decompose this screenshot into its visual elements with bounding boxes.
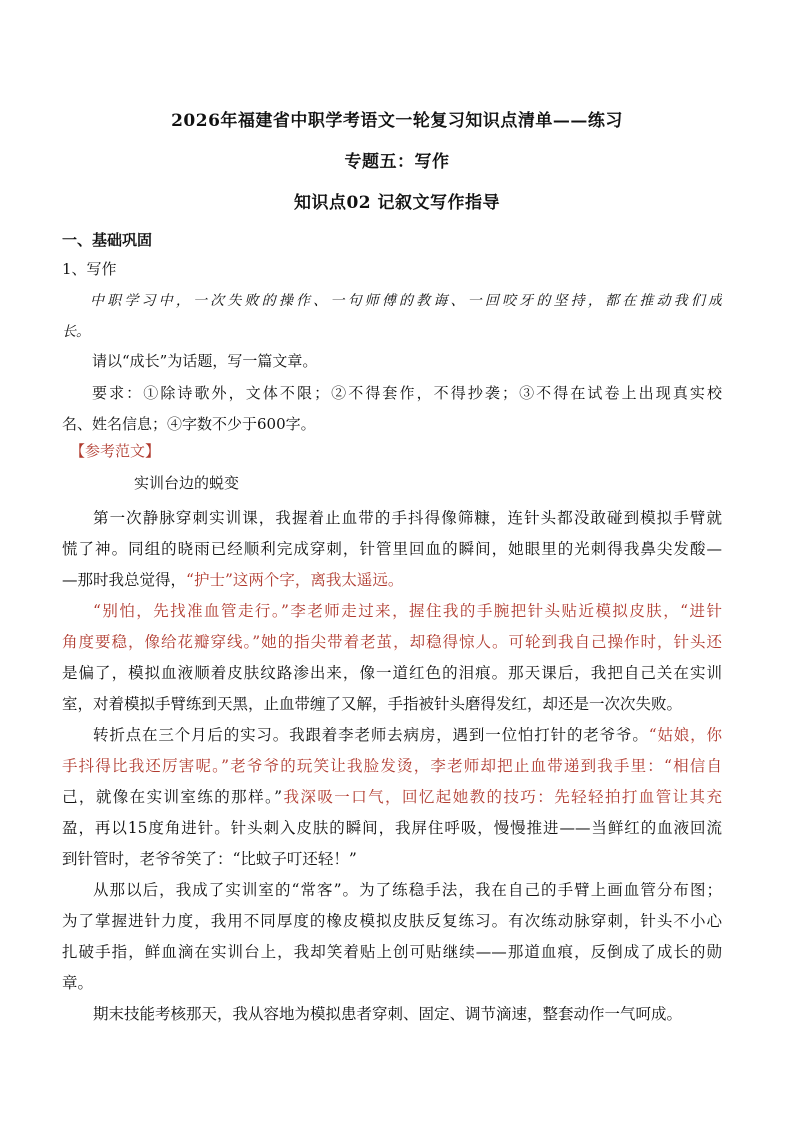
prompt-line: 中职学习中，一次失败的操作、一句师傅的教诲、一回咬牙的坚持，都在推动我们成 bbox=[90, 293, 722, 309]
writing-prompt bbox=[62, 286, 722, 348]
essay-body bbox=[62, 503, 722, 1030]
essay-text: 转折点在三个月后的实习。我跟着李老师去病房，遇到一位怕打针的老爷爷。 bbox=[93, 726, 649, 744]
requirement-line: 要求：①除诗歌外，文体不限；②不得套作，不得抄袭；③不得在试卷上出现真实校 bbox=[92, 384, 722, 402]
document-title: 2026年福建省中职学考语文一轮复习知识点清单——练习 bbox=[171, 111, 623, 131]
essay-highlight: 角度要稳，像给花瓣穿线。” bbox=[62, 633, 261, 651]
requirement-line: 名、姓名信息；④字数不少于600字。 bbox=[62, 415, 316, 433]
essay-highlight: 手抖得比我还厉害呢。” bbox=[62, 757, 230, 775]
essay-highlight: 老爷爷的玩笑让我脸发烫，李老师却把止血带递到我手里： bbox=[229, 757, 664, 775]
essay-line: 从那以后，我成了实训室的“常客”。为了练稳手法，我在自己的手臂上画血管分布图； bbox=[93, 881, 722, 899]
essay-line: 期末技能考核那天，我从容地为模拟患者穿刺、固定、调节滴速，整套动作一气呵成。 bbox=[93, 1005, 683, 1023]
requirements bbox=[62, 378, 722, 440]
instruction-line: 请以“成长”为话题，写一篇文章。 bbox=[92, 352, 318, 370]
essay-line: 室，对着模拟手臂练到天黑，止血带缠了又解，手指被针头磨得发红，却还是一次次失败。 bbox=[62, 695, 683, 713]
essay-line bbox=[62, 565, 722, 596]
essay-highlight: “姑娘，你 bbox=[648, 726, 722, 744]
essay-line bbox=[62, 596, 722, 627]
essay-line: 是偏了，模拟血液顺着皮肤纹路渗出来，像一道红色的泪痕。那天课后，我把自己关在实训 bbox=[62, 664, 722, 682]
question-number: 1、写作 bbox=[62, 260, 117, 278]
essay-highlight: “护士”这两个字，离我太遥远。 bbox=[186, 571, 404, 589]
essay-line: 到针管时，老爷爷笑了：“比蚊子叮还轻！” bbox=[62, 850, 357, 868]
essay-title: 实训台边的蜕变 bbox=[134, 474, 240, 492]
knowledge-point-heading: 知识点02 记叙文写作指导 bbox=[293, 193, 501, 213]
essay-line: 盈，再以15度角进针。针头刺入皮肤的瞬间，我屏住呼吸，慢慢推进——当鲜红的血液回流 bbox=[62, 819, 722, 837]
prompt-line: 长。 bbox=[62, 324, 90, 340]
topic-heading: 专题五：写作 bbox=[344, 152, 450, 172]
essay-highlight: 我深吸一口气，回忆起她教的技巧：先轻轻拍打血管让其充 bbox=[282, 788, 722, 806]
reference-label: 【参考范文】 bbox=[70, 442, 161, 460]
essay-line bbox=[62, 627, 722, 658]
essay-highlight: “别怕，先找准血管走行。”李老师走过来，握住我的手腕把针头贴近模拟皮肤，“进针 bbox=[93, 602, 722, 620]
essay-line: 扎破手指，鲜血滴在实训台上，我却笑着贴上创可贴继续——那道血痕，反倒成了成长的勋 bbox=[62, 943, 722, 961]
instruction-text bbox=[62, 346, 722, 377]
essay-line: 慌了神。同组的晓雨已经顺利完成穿刺，针管里回血的瞬间，她眼里的光刺得我鼻尖发酸— bbox=[62, 540, 722, 558]
essay-highlight: “相信自 bbox=[664, 757, 722, 775]
essay-text: 己，就像在实训室练的那样。” bbox=[62, 788, 283, 806]
essay-line: 第一次静脉穿刺实训课，我握着止血带的手抖得像筛糠，连针头都没敢碰到模拟手臂就 bbox=[93, 509, 722, 527]
essay-highlight: 她的指尖带着老茧，却稳得惊人。可轮到我自己操作时，针头还 bbox=[260, 633, 722, 651]
essay-line bbox=[62, 782, 722, 813]
essay-line bbox=[62, 751, 722, 782]
essay-text: —那时我总觉得， bbox=[62, 571, 187, 589]
section-heading: 一、基础巩固 bbox=[62, 231, 153, 249]
essay-line bbox=[62, 720, 722, 751]
essay-line: 为了掌握进针力度，我用不同厚度的橡皮模拟皮肤反复练习。有次练动脉穿刺，针头不小心 bbox=[62, 912, 722, 930]
essay-line: 章。 bbox=[62, 974, 94, 992]
